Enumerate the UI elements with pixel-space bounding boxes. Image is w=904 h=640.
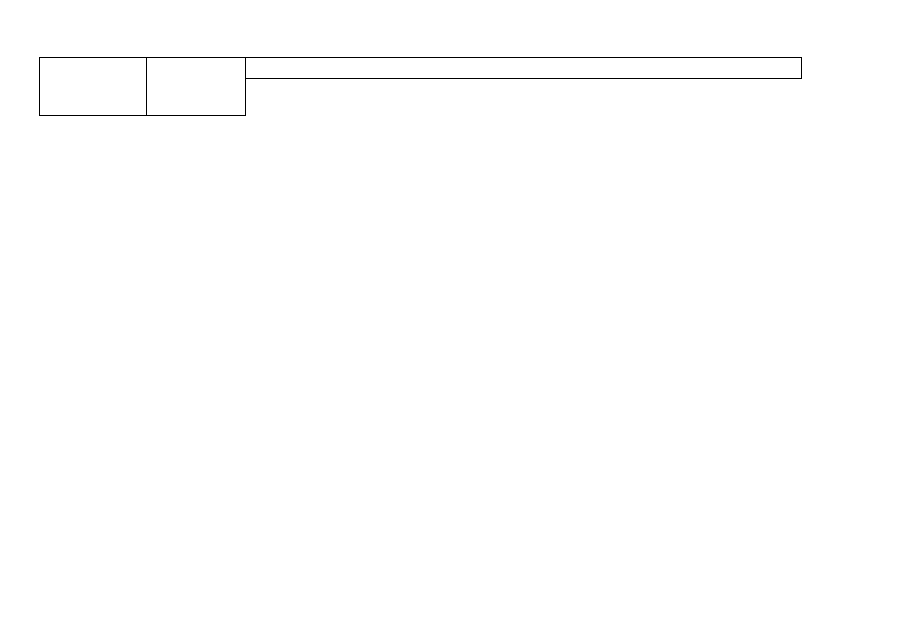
header-name-column (40, 58, 147, 116)
header-executor-column (147, 58, 246, 116)
budget-table (39, 57, 802, 125)
header-expenses (246, 58, 802, 79)
